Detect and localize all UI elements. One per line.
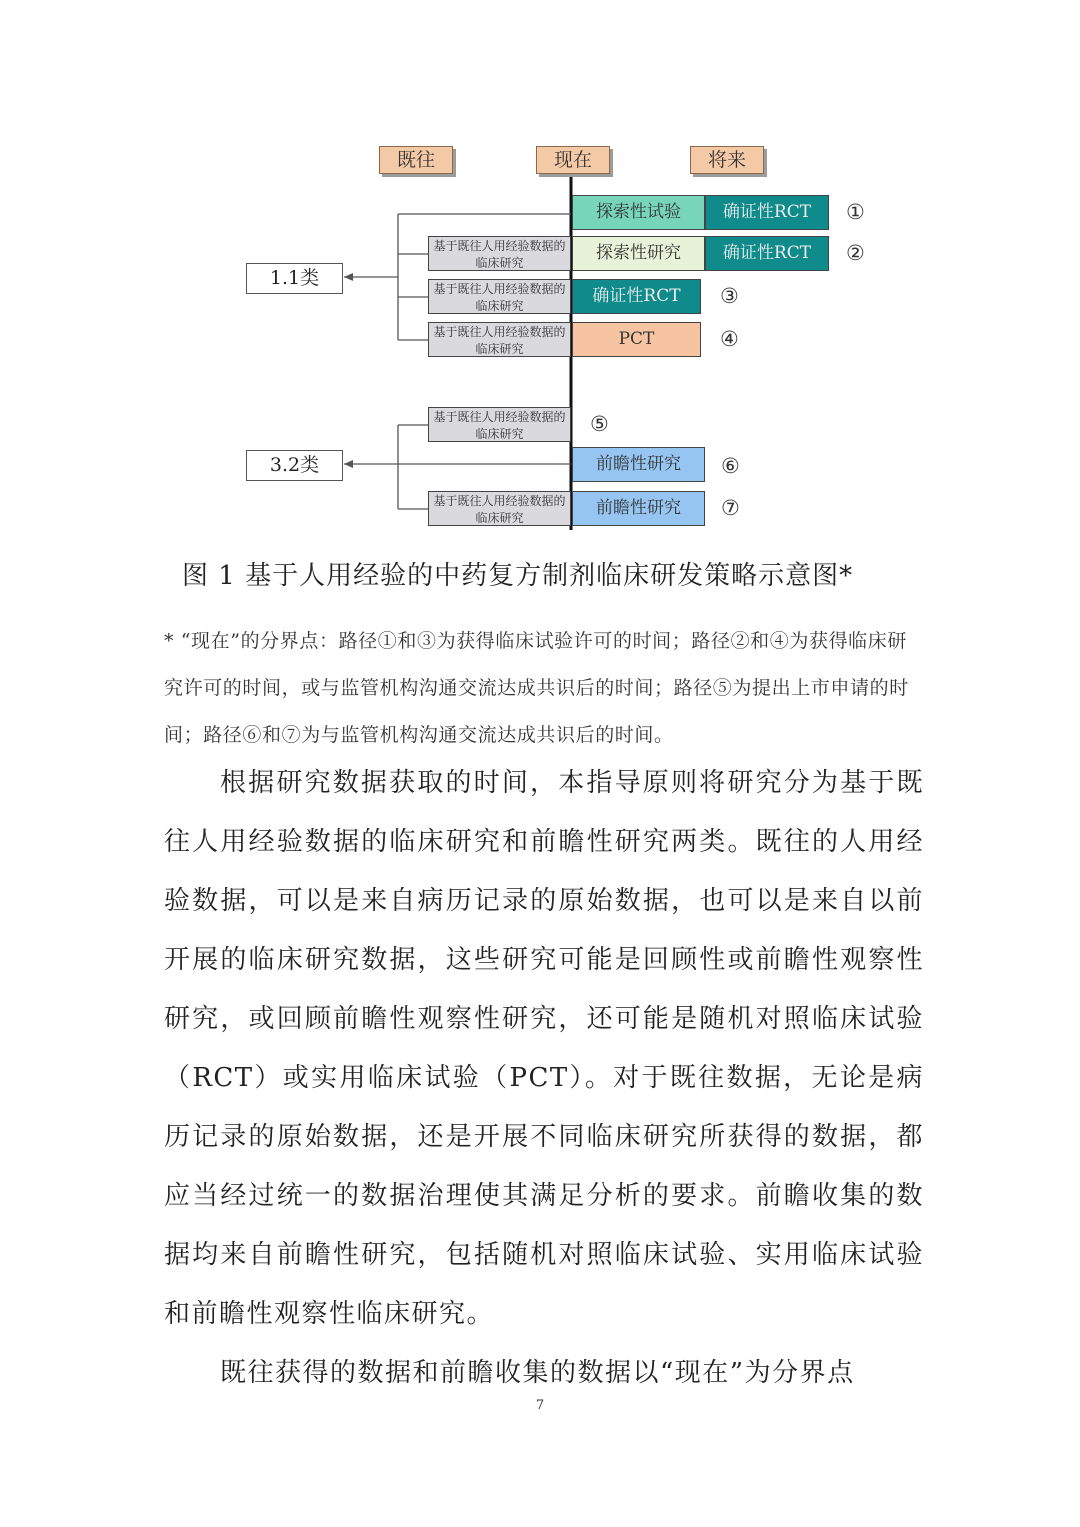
body-text [164,754,924,1403]
figure-footnote: * “现在”的分界点：路径①和③为获得临床试验许可的时间；路径②和④为获得临床研究许可的时间，或与监管机构沟通交流达成共识后的时间；路径⑤为提出上市申请的时间；路径⑥和⑦为与监管机构沟通交流达成共识后的时间。 [164,630,909,746]
route-1-number: ① [846,200,865,224]
route-1-confirmatory-rct: 确证性RCT [705,195,829,230]
class-3-2-box: 3.2类 [246,450,343,481]
page-number: 7 [535,1398,545,1413]
route-7-number: ⑦ [721,496,740,520]
route-2-exploratory-study: 探索性研究 [572,236,705,271]
route-4-past-study: 基于既往人用经验数据的临床研究 [428,322,571,357]
route-5-past-study: 基于既往人用经验数据的临床研究 [428,407,571,442]
route-2-number: ② [846,241,865,265]
figure-caption: 图 1 基于人用经验的中药复方制剂临床研发策略示意图* [182,561,854,591]
paragraph-1: 根据研究数据获取的时间，本指导原则将研究分为基于既往人用经验数据的临床研究和前瞻性研究两类。既往的人用经验数据，可以是来自病历记录的原始数据，也可以是来自以前开展的临床研究数据，这些研究可能是回顾性或前瞻性观察性研究，或回顾前瞻性观察性研究，还可能是随机对照临床试验（RCT）或实用临床试验（PCT）。对于既往数据，无论是病历记录的原始数据，还是开展不同临床研究所获得的数据，都应当经过统一的数据治理使其满足分析的要求。前瞻收集的数据均来自前瞻性研究，包括随机对照临床试验、实用临床试验和前瞻性观察性临床研究。 [164,768,924,1329]
route-7-past-study: 基于既往人用经验数据的临床研究 [428,491,571,526]
strategy-diagram [0,0,1080,540]
route-2-past-study: 基于既往人用经验数据的临床研究 [428,236,571,271]
route-3-confirmatory-rct: 确证性RCT [572,279,701,314]
class-1-1-box: 1.1类 [246,263,343,294]
route-2-confirmatory-rct: 确证性RCT [705,236,829,271]
paragraph-2: 既往获得的数据和前瞻收集的数据以“现在”为分界点 [220,1358,855,1388]
timeline-present-label: 现在 [536,146,610,174]
route-4-number: ④ [720,327,739,351]
route-7-prospective-study: 前瞻性研究 [572,491,705,526]
timeline-past-label: 既往 [379,146,453,174]
timeline-future-label: 将来 [690,146,764,174]
route-6-number: ⑥ [721,454,740,478]
route-6-prospective-study: 前瞻性研究 [572,447,705,482]
route-1-exploratory-trial: 探索性试验 [572,195,705,230]
route-4-pct: PCT [572,322,701,357]
route-5-number: ⑤ [590,412,609,436]
route-3-past-study: 基于既往人用经验数据的临床研究 [428,279,571,314]
route-3-number: ③ [720,284,739,308]
